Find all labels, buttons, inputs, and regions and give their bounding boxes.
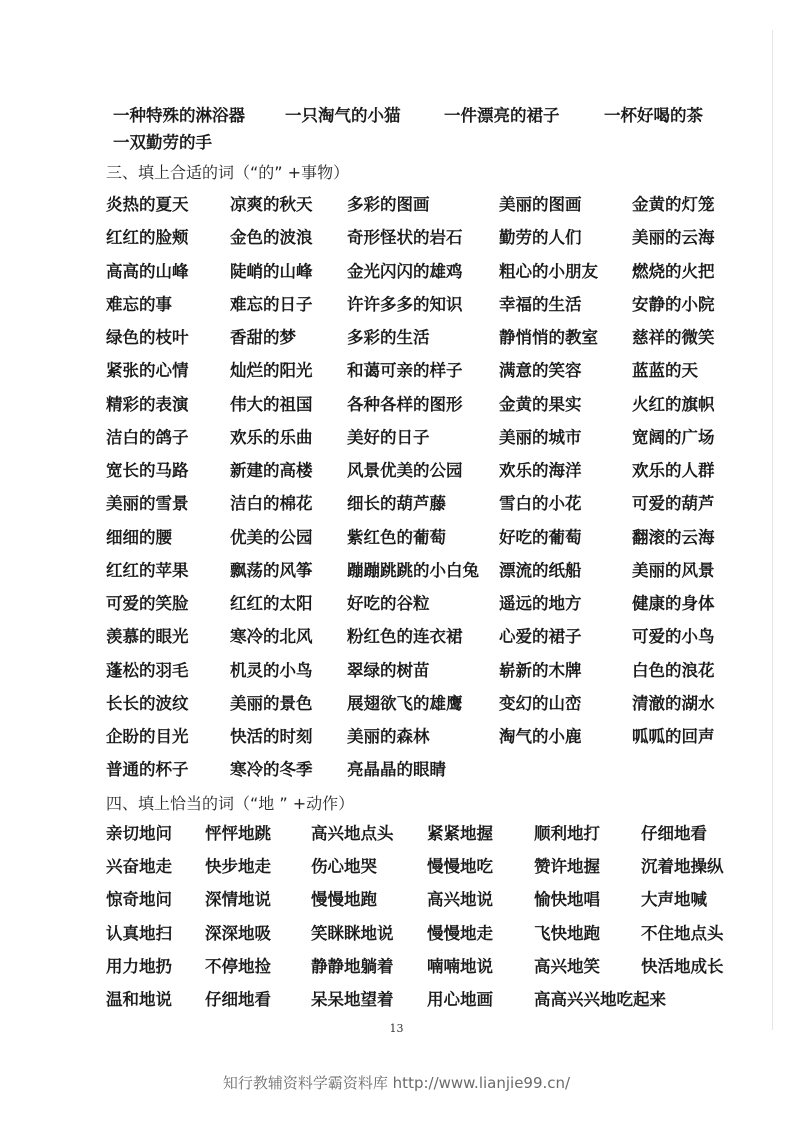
word-cell: 漂流的纸船 [499,560,582,580]
word-cell: 呆呆地望着 [311,990,394,1009]
word-cell: 新建的高楼 [230,461,313,480]
word-cell: 沉着地操纵 [641,857,724,877]
word-cell: 喃喃地说 [427,956,493,976]
word-cell: 慢慢地走 [427,923,493,943]
word-cell: 寒冷的北风 [230,627,313,647]
word-cell: 紧紧地握 [427,824,493,843]
word-cell: 慢慢地吃 [427,857,493,877]
word-cell: 粗心的小朋友 [499,261,598,281]
footer-watermark: 知行教辅资料学霸资料库 http://www.lianjie99.cn/ [222,1074,571,1092]
word-cell: 亮晶晶的眼睛 [347,760,446,780]
word-cell: 勤劳的人们 [499,228,582,248]
word-cell: 多彩的图画 [347,195,430,214]
word-cell: 洁白的鸽子 [106,427,189,447]
word-cell: 安静的小院 [632,294,715,314]
word-cell: 多彩的生活 [347,328,430,347]
page-edge-line [772,30,773,1030]
intro-phrase: 一杯好喝的茶 [604,106,703,125]
word-cell: 美丽的云海 [632,228,715,248]
word-cell: 高兴地说 [427,890,493,910]
word-cell: 翠绿的树苗 [347,660,430,680]
word-cell: 变幻的山峦 [499,693,582,713]
word-cell: 惊奇地问 [106,890,172,910]
word-cell: 红红的脸颊 [106,228,189,248]
word-cell: 飞快地跑 [534,923,600,943]
word-cell: 健康的身体 [632,594,715,613]
section3-heading: 三、填上合适的词（“的” +事物） [106,163,350,182]
word-cell: 细细的腰 [106,527,172,547]
word-cell: 红红的苹果 [106,560,189,580]
word-cell: 欢乐的人群 [632,461,715,480]
word-cell: 美丽的风景 [632,560,715,580]
word-cell: 燃烧的火把 [632,261,715,281]
word-cell: 好吃的葡萄 [499,527,582,547]
intro-phrase: 一种特殊的淋浴器 [113,106,245,125]
word-cell: 静静地躺着 [311,956,394,976]
word-cell: 欢乐的海洋 [499,461,582,480]
word-cell: 高高的山峰 [106,261,189,281]
word-cell: 细长的葫芦藤 [347,494,446,514]
word-cell: 优美的公园 [230,527,313,547]
word-cell: 快活地成长 [641,956,724,976]
word-cell: 红红的太阳 [230,594,313,613]
word-cell: 愉快地唱 [534,890,600,910]
word-cell: 赞许地握 [534,857,600,877]
word-cell: 宽阔的广场 [632,427,715,447]
word-cell: 伤心地哭 [311,857,377,877]
word-cell: 温和地说 [106,990,172,1009]
word-cell: 满意的笑容 [499,361,582,381]
word-cell: 凉爽的秋天 [230,195,313,214]
word-cell: 深深地吸 [205,923,271,943]
word-cell: 灿烂的阳光 [230,361,313,381]
intro-phrase: 一只淘气的小猫 [285,106,401,125]
word-cell: 难忘的日子 [230,294,313,314]
word-cell: 奇形怪状的岩石 [347,228,463,248]
word-cell: 可爱的笑脸 [106,594,189,613]
word-cell: 不住地点头 [641,923,724,943]
word-cell: 好吃的谷粒 [347,594,430,613]
word-cell: 洁白的棉花 [230,494,313,514]
section4-heading: 四、填上恰当的词（“地 ” +动作） [106,794,355,813]
word-cell: 美好的日子 [347,427,430,447]
word-cell: 顺利地打 [534,824,600,843]
word-cell: 金色的波浪 [230,228,313,248]
word-cell: 欢乐的乐曲 [230,427,313,447]
word-cell: 笑眯眯地说 [311,923,394,943]
word-cell: 机灵的小鸟 [230,660,313,680]
word-cell: 美丽的雪景 [106,494,189,514]
word-cell: 蓬松的羽毛 [106,660,189,680]
word-cell: 粉红色的连衣裙 [347,627,463,647]
page-number: 13 [389,1022,404,1035]
word-cell: 伟大的祖国 [230,394,313,414]
word-cell: 紧张的心情 [106,361,189,381]
word-cell: 普通的杯子 [106,760,189,780]
word-cell: 绿色的枝叶 [106,328,189,347]
word-cell: 美丽的森林 [347,727,430,746]
word-cell: 心爱的裙子 [499,627,582,647]
word-cell: 炎热的夏天 [106,195,189,214]
word-cell: 美丽的城市 [499,427,582,447]
word-cell: 紫红色的葡萄 [347,527,446,547]
intro-phrase: 一双勤劳的手 [113,133,212,152]
word-cell: 火红的旗帜 [632,394,715,414]
word-cell: 陡峭的山峰 [230,261,313,281]
word-cell: 快步地走 [205,857,271,877]
word-cell: 企盼的目光 [106,727,189,746]
word-cell: 快活的时刻 [230,727,313,746]
word-cell: 用力地扔 [106,956,172,976]
word-cell: 清澈的湖水 [632,693,715,713]
word-cell: 风景优美的公园 [347,461,463,480]
word-cell: 深情地说 [205,890,271,910]
word-cell: 寒冷的冬季 [230,760,313,780]
word-cell: 怦怦地跳 [205,824,271,843]
word-cell: 难忘的事 [106,294,172,314]
word-cell: 金黄的灯笼 [632,195,715,214]
word-cell: 认真地扫 [106,923,172,943]
word-cell: 宽长的马路 [106,461,189,480]
word-cell: 精彩的表演 [106,394,189,414]
word-cell: 仔细地看 [205,990,271,1009]
word-cell: 金黄的果实 [499,394,582,414]
word-cell: 崭新的木牌 [499,660,582,680]
word-cell: 许许多多的知识 [347,294,463,314]
word-cell: 香甜的梦 [230,328,296,347]
intro-phrase: 一件漂亮的裙子 [444,106,560,125]
word-cell: 展翅欲飞的雄鹰 [347,693,463,713]
word-cell: 仔细地看 [641,824,707,843]
word-cell: 呱呱的回声 [632,727,715,746]
word-cell: 高兴地点头 [311,824,394,843]
word-cell: 遥远的地方 [499,594,582,613]
word-cell: 可爱的小鸟 [632,627,715,647]
word-cell: 羡慕的眼光 [106,627,189,647]
word-cell: 高兴地笑 [534,956,600,976]
word-cell: 幸福的生活 [499,294,582,314]
word-cell: 可爱的葫芦 [632,494,715,514]
word-cell: 美丽的图画 [499,195,582,214]
word-cell: 蓝蓝的天 [632,361,698,381]
word-cell: 金光闪闪的雄鸡 [347,261,463,281]
word-cell: 不停地捡 [205,956,271,976]
word-cell: 兴奋地走 [106,857,172,877]
word-cell: 美丽的景色 [230,693,313,713]
word-cell: 各种各样的图形 [347,394,463,414]
word-cell: 飘荡的风筝 [230,560,313,580]
word-cell: 长长的波纹 [106,693,189,713]
word-cell: 蹦蹦跳跳的小白兔 [347,560,479,580]
word-cell: 淘气的小鹿 [499,727,582,746]
word-cell: 亲切地问 [106,824,172,843]
word-cell: 高高兴兴地吃起来 [534,990,666,1009]
word-cell: 慈祥的微笑 [632,328,715,347]
word-cell: 慢慢地跑 [311,890,377,910]
word-cell: 白色的浪花 [632,660,715,680]
word-cell: 用心地画 [427,990,493,1009]
word-cell: 大声地喊 [641,890,707,910]
word-cell: 雪白的小花 [499,494,582,514]
word-cell: 翻滚的云海 [632,527,715,547]
word-cell: 和蔼可亲的样子 [347,361,463,381]
word-cell: 静悄悄的教室 [499,328,598,347]
